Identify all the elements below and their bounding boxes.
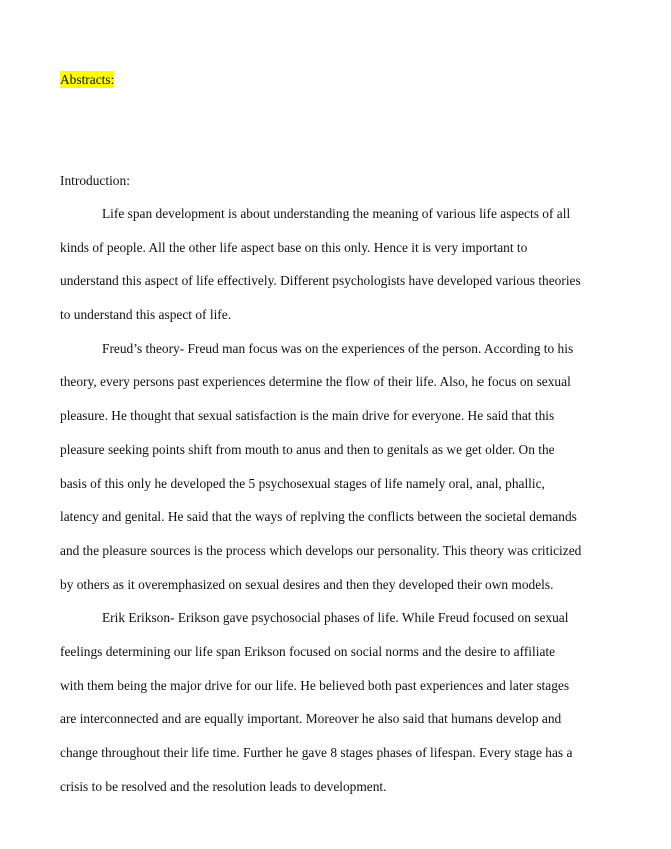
abstracts-heading: Abstracts: [60, 72, 115, 87]
text-line: pleasure seeking points shift from mouth to anus and then to genitals as we get older. On the [60, 441, 555, 457]
text-line: crisis to be resolved and the resolution leads to development. [60, 778, 387, 794]
text-line: Life span development is about understanding the meaning of various life aspects of all [102, 206, 571, 221]
text-line: with them being the major drive for our life. He believed both past experiences and later stages [60, 677, 570, 693]
text-line: to understand this aspect of life. [60, 307, 232, 323]
text-line: by others as it overemphasized on sexual desires and then they developed their own models. [60, 576, 554, 592]
text-line: change throughout their life time. Further he gave 8 stages phases of lifespan. Every stage has a [60, 745, 573, 760]
document-body [60, 197, 620, 803]
text-line: kinds of people. All the other life aspect base on this only. Hence it is very important to [60, 239, 528, 255]
text-line: are interconnected and are equally important. Moreover he also said that humans develop and [60, 711, 562, 727]
text-line: understand this aspect of life effectively. Different psychologists have developed various theories [60, 273, 581, 289]
text-line: and the pleasure sources is the process which develops our personality. This theory was criticized [60, 542, 582, 558]
text-line: basis of this only he developed the 5 psychosexual stages of life namely oral, anal, phallic, [60, 475, 545, 491]
introduction-heading: Introduction: [60, 173, 130, 188]
paragraph [60, 197, 620, 332]
text-line: Freud’s theory- Freud man focus was on the experiences of the person. According to his [102, 340, 574, 356]
paragraph [60, 332, 620, 602]
paragraph [60, 601, 620, 803]
text-line: pleasure. He thought that sexual satisfaction is the main drive for everyone. He said that this [60, 408, 555, 424]
text-line: latency and genital. He said that the ways of replving the conflicts between the societal demands [60, 509, 577, 525]
text-line: feelings determining our life span Erikson focused on social norms and the desire to affiliate [60, 643, 556, 659]
text-line: theory, every persons past experiences determine the flow of their life. Also, he focus on sexual [60, 374, 571, 390]
text-line: Erik Erikson- Erikson gave psychosocial phases of life. While Freud focused on sexual [102, 610, 569, 626]
